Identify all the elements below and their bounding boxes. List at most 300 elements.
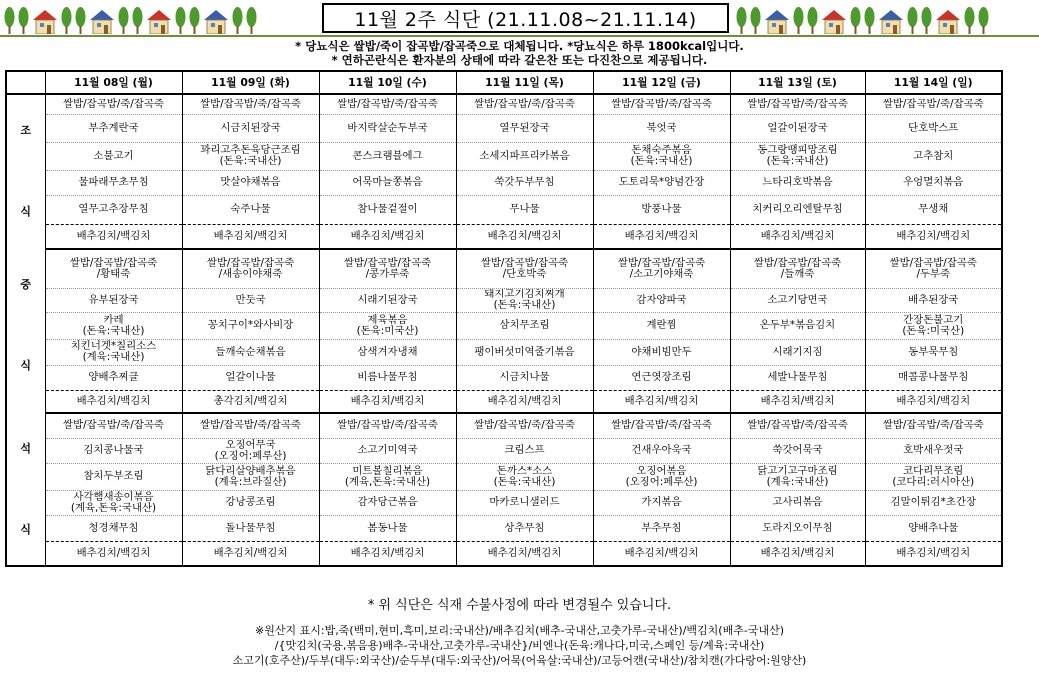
dish-text: 배추김치/백김치 bbox=[487, 229, 562, 242]
dish-text: 무생채 bbox=[918, 203, 949, 215]
menu-cell bbox=[593, 224, 730, 249]
menu-cell bbox=[45, 365, 182, 390]
dish-text: 부추계란국 bbox=[88, 121, 139, 134]
menu-row bbox=[6, 94, 1002, 114]
dish-text: 닭고기고구마조림 (계육:국내산) bbox=[757, 464, 838, 488]
menu-cell bbox=[319, 249, 456, 288]
dish-text: 시래기된장국 bbox=[357, 293, 418, 306]
menu-cell bbox=[319, 195, 456, 224]
dish-text: 계란찜 bbox=[646, 319, 677, 331]
menu-cell bbox=[593, 195, 730, 224]
dish-text: 닭다리살양배추볶음 (계육:브라질산) bbox=[205, 464, 296, 488]
house-icon bbox=[89, 8, 115, 34]
dish-text: 가지볶음 bbox=[641, 496, 682, 508]
menu-cell bbox=[456, 142, 593, 170]
menu-cell bbox=[456, 515, 593, 541]
tree-icon bbox=[61, 6, 72, 34]
dish-text: 도토리묵*양념간장 bbox=[618, 176, 705, 188]
menu-cell bbox=[319, 413, 456, 438]
menu-cell bbox=[593, 413, 730, 438]
dish-text: 쌀밥/잡곡밥/죽/잡곡죽 bbox=[611, 419, 712, 432]
dish-text: 쌀밥/잡곡밥/잡곡죽 /단호박죽 bbox=[480, 256, 569, 280]
menu-cell bbox=[45, 94, 182, 114]
dish-text: 호박새우젓국 bbox=[903, 444, 964, 456]
dish-text: 배추김치/백김치 bbox=[76, 229, 151, 242]
menu-row bbox=[6, 515, 1002, 541]
dish-text: 시금치나물 bbox=[499, 371, 550, 383]
dish-text: 돈까스*소스 (돈육:국내산) bbox=[493, 464, 556, 488]
dish-text: 배추김치/백김치 bbox=[760, 394, 835, 407]
decoration-left bbox=[4, 2, 257, 34]
dish-text: 꽈리고추돈육당근조림 (돈육:국내산) bbox=[200, 144, 301, 167]
dish-text: 코다리무조림 (코다리:러시아산) bbox=[892, 464, 975, 488]
dish-text: 강낭콩조림 bbox=[225, 496, 276, 508]
menu-cell bbox=[182, 390, 319, 413]
menu-row bbox=[6, 195, 1002, 224]
menu-cell bbox=[456, 490, 593, 515]
dish-text: 쌀밥/잡곡밥/죽/잡곡죽 bbox=[882, 419, 984, 432]
meal-label bbox=[6, 413, 45, 566]
menu-cell bbox=[593, 249, 730, 288]
dish-text: 북엇국 bbox=[646, 121, 677, 134]
menu-cell bbox=[45, 142, 182, 170]
menu-cell bbox=[182, 94, 319, 114]
menu-cell bbox=[865, 339, 1002, 365]
dish-text: 쌀밥/잡곡밥/죽/잡곡죽 bbox=[474, 97, 575, 110]
day-header-row bbox=[6, 71, 1002, 94]
menu-cell bbox=[865, 170, 1002, 195]
dish-text: 크림스프 bbox=[504, 444, 545, 456]
tree-icon bbox=[750, 6, 761, 34]
menu-cell bbox=[45, 114, 182, 142]
meal-label-bottom: 식 bbox=[20, 359, 32, 372]
dish-text: 쌀밥/잡곡밥/죽/잡곡죽 bbox=[474, 419, 575, 432]
dish-text: 배추김치/백김치 bbox=[76, 394, 151, 407]
day-header: 11월 08일 (월) bbox=[45, 71, 182, 94]
menu-cell bbox=[319, 365, 456, 390]
menu-cell bbox=[456, 438, 593, 463]
menu-cell bbox=[45, 224, 182, 249]
menu-cell bbox=[865, 438, 1002, 463]
menu-cell bbox=[45, 390, 182, 413]
menu-cell bbox=[182, 142, 319, 170]
menu-row bbox=[6, 463, 1002, 490]
menu-cell bbox=[730, 94, 865, 114]
dish-text: 물파래무초무침 bbox=[78, 176, 149, 188]
dish-text: 쌀밥/잡곡밥/죽/잡곡죽 bbox=[63, 419, 164, 432]
dish-text: 꽁치구이*와사비장 bbox=[207, 319, 294, 331]
day-header: 11월 13일 (토) bbox=[730, 71, 865, 94]
dish-text: 쑥갓어묵국 bbox=[772, 444, 823, 456]
dish-text: 참치두부조림 bbox=[83, 470, 144, 482]
tree-icon bbox=[807, 6, 818, 34]
menu-cell bbox=[593, 515, 730, 541]
dish-text: 배추김치/백김치 bbox=[76, 546, 151, 559]
menu-cell bbox=[319, 490, 456, 515]
dish-text: 어묵마늘쫑볶음 bbox=[352, 176, 423, 188]
menu-row bbox=[6, 312, 1002, 339]
dish-text: 제육볶음 (돈육:미국산) bbox=[356, 313, 419, 337]
menu-cell bbox=[593, 339, 730, 365]
menu-row bbox=[6, 438, 1002, 463]
menu-body bbox=[6, 94, 1002, 566]
menu-cell bbox=[593, 365, 730, 390]
menu-row bbox=[6, 170, 1002, 195]
dish-text: 쌀밥/잡곡밥/잡곡죽 /황태죽 bbox=[69, 256, 158, 280]
dish-text: 소세지파프리카볶음 bbox=[479, 149, 570, 162]
menu-row bbox=[6, 288, 1002, 312]
origin-info bbox=[0, 623, 1039, 668]
dish-text: 온두부*볶음김치 bbox=[759, 319, 836, 331]
dish-text: 유부된장국 bbox=[88, 293, 139, 306]
dish-text: 청경채무침 bbox=[88, 521, 139, 534]
house-icon bbox=[764, 8, 790, 34]
banner-baseline bbox=[0, 35, 1039, 37]
dish-text: 김치콩나물국 bbox=[83, 444, 144, 456]
origin-line: /{맛김치(국용,볶음용)배추-국내산,고춧가루-국내산}/비엔나(돈육:캐나다,미국,스페인 등/계육:국내산) bbox=[274, 639, 765, 652]
menu-cell bbox=[182, 490, 319, 515]
menu-cell bbox=[730, 463, 865, 490]
dish-text: 소고기미역국 bbox=[357, 444, 418, 456]
tree-icon bbox=[978, 6, 989, 34]
decoration-right bbox=[736, 2, 989, 34]
tree-icon bbox=[132, 6, 143, 34]
dish-text: 배추김치/백김치 bbox=[760, 546, 835, 559]
menu-cell bbox=[456, 170, 593, 195]
menu-row bbox=[6, 413, 1002, 438]
dish-text: 오징어볶음 (오징어:페루산) bbox=[625, 464, 698, 488]
meal-label bbox=[6, 94, 45, 249]
tree-icon bbox=[850, 6, 861, 34]
dish-text: 연근엿장조림 bbox=[631, 371, 692, 383]
menu-cell bbox=[456, 541, 593, 566]
dish-text: 열무고추장무침 bbox=[78, 203, 149, 215]
menu-cell bbox=[730, 195, 865, 224]
dish-text: 고추참치 bbox=[913, 149, 954, 162]
menu-cell bbox=[182, 438, 319, 463]
meal-label-top: 석 bbox=[20, 442, 32, 455]
menu-cell bbox=[865, 224, 1002, 249]
house-icon bbox=[146, 8, 172, 34]
dish-text: 숙주나물 bbox=[230, 203, 271, 215]
menu-row bbox=[6, 339, 1002, 365]
menu-cell bbox=[593, 94, 730, 114]
dish-text: 배추김치/백김치 bbox=[896, 546, 971, 559]
menu-cell bbox=[182, 249, 319, 288]
menu-cell bbox=[865, 390, 1002, 413]
menu-cell bbox=[865, 249, 1002, 288]
menu-cell bbox=[182, 515, 319, 541]
menu-cell bbox=[865, 463, 1002, 490]
dish-text: 배추김치/백김치 bbox=[213, 546, 288, 559]
dish-text: 얼갈이된장국 bbox=[767, 121, 828, 134]
dish-text: 감자양파국 bbox=[636, 293, 687, 306]
menu-cell bbox=[593, 142, 730, 170]
menu-cell bbox=[319, 114, 456, 142]
menu-row bbox=[6, 224, 1002, 249]
menu-cell bbox=[456, 114, 593, 142]
menu-cell bbox=[593, 312, 730, 339]
dish-text: 쌀밥/잡곡밥/잡곡죽 /콩가루죽 bbox=[343, 256, 432, 280]
dish-text: 총각김치/백김치 bbox=[213, 394, 288, 407]
day-header: 11월 10일 (수) bbox=[319, 71, 456, 94]
dish-text: 만둣국 bbox=[235, 293, 266, 306]
dish-text: 사각햄새송이볶음 (계육,돈육:국내산) bbox=[70, 490, 157, 514]
dish-text: 열무된장국 bbox=[499, 121, 550, 134]
menu-cell bbox=[865, 541, 1002, 566]
menu-cell bbox=[45, 413, 182, 438]
dish-text: 동그랑땡피망조림 (돈육:국내산) bbox=[757, 144, 838, 167]
dish-text: 건새우아욱국 bbox=[631, 444, 692, 456]
menu-cell bbox=[865, 114, 1002, 142]
change-notice: * 위 식단은 식재 수불사정에 따라 변경될수 있습니다. bbox=[367, 598, 672, 613]
dish-text: 배추김치/백김치 bbox=[213, 229, 288, 242]
house-icon bbox=[821, 8, 847, 34]
dish-text: 미트볼칠리볶음 (계육,돈육:국내산) bbox=[344, 464, 431, 488]
menu-cell bbox=[182, 312, 319, 339]
menu-cell bbox=[182, 413, 319, 438]
menu-cell bbox=[865, 490, 1002, 515]
dish-text: 쑥갓두부무침 bbox=[494, 176, 555, 188]
menu-cell bbox=[45, 195, 182, 224]
menu-cell bbox=[45, 541, 182, 566]
menu-cell bbox=[730, 413, 865, 438]
menu-row bbox=[6, 390, 1002, 413]
dish-text: 삼색겨자냉채 bbox=[357, 345, 418, 358]
house-icon bbox=[878, 8, 904, 34]
menu-cell bbox=[730, 249, 865, 288]
dish-text: 쌀밥/잡곡밥/죽/잡곡죽 bbox=[63, 97, 164, 110]
dish-text: 쌀밥/잡곡밥/잡곡죽 /두부죽 bbox=[889, 256, 977, 280]
dish-text: 배추김치/백김치 bbox=[760, 229, 835, 242]
tree-icon bbox=[18, 6, 29, 34]
dish-text: 바지락살순두부국 bbox=[347, 121, 428, 134]
dish-text: 동부묵무침 bbox=[908, 345, 959, 358]
menu-cell bbox=[865, 515, 1002, 541]
house-icon bbox=[203, 8, 229, 34]
tree-icon bbox=[864, 6, 875, 34]
dish-text: 쌀밥/잡곡밥/죽/잡곡죽 bbox=[747, 419, 848, 432]
menu-cell bbox=[593, 114, 730, 142]
tree-icon bbox=[921, 6, 932, 34]
day-header: 11월 14일 (일) bbox=[865, 71, 1002, 94]
menu-cell bbox=[319, 541, 456, 566]
house-icon bbox=[935, 8, 961, 34]
day-header: 11월 11일 (목) bbox=[456, 71, 593, 94]
menu-cell bbox=[182, 463, 319, 490]
menu-cell bbox=[865, 288, 1002, 312]
tree-icon bbox=[793, 6, 804, 34]
page-title: 11월 2주 식단 (21.11.08~21.11.14) bbox=[322, 3, 729, 33]
dish-text: 돈채숙주볶음 (돈육:국내산) bbox=[630, 144, 693, 167]
meal-label-bottom: 식 bbox=[20, 523, 32, 536]
menu-cell bbox=[456, 94, 593, 114]
menu-cell bbox=[456, 390, 593, 413]
dish-text: 간장돈불고기 (돈육:미국산) bbox=[902, 313, 965, 337]
origin-line: 소고기(호주산)/두부(대두:외국산)/순두부(대두:외국산)/어묵(어육살:국내산)/고등어캔(국내산)/참치캔(가다랑어:원양산) bbox=[232, 654, 807, 667]
tree-icon bbox=[964, 6, 975, 34]
header-banner bbox=[0, 0, 1039, 38]
dish-text: 소고기당면국 bbox=[767, 293, 828, 306]
menu-cell bbox=[593, 490, 730, 515]
menu-cell bbox=[456, 413, 593, 438]
menu-cell bbox=[730, 170, 865, 195]
menu-cell bbox=[319, 463, 456, 490]
menu-cell bbox=[319, 515, 456, 541]
house-icon bbox=[32, 8, 58, 34]
menu-cell bbox=[456, 463, 593, 490]
dish-text: 우엉멸치볶음 bbox=[903, 176, 964, 188]
tree-icon bbox=[4, 6, 15, 34]
note-diabetes: * 당뇨식은 쌀밥/죽이 잡곡밥/잡곡죽으로 대체됩니다. *당뇨식은 하루 1800kcal입니다. bbox=[295, 39, 744, 53]
menu-cell bbox=[865, 195, 1002, 224]
menu-cell bbox=[319, 312, 456, 339]
dish-text: 김말이튀김*초간장 bbox=[890, 496, 976, 508]
dish-text: 고사리볶음 bbox=[772, 496, 823, 508]
menu-cell bbox=[182, 224, 319, 249]
menu-cell bbox=[593, 463, 730, 490]
dish-text: 비름나물무침 bbox=[357, 371, 418, 383]
dish-text: 쌀밥/잡곡밥/잡곡죽 /들깨죽 bbox=[753, 256, 842, 280]
menu-cell bbox=[456, 288, 593, 312]
menu-cell bbox=[319, 94, 456, 114]
menu-cell bbox=[593, 288, 730, 312]
menu-cell bbox=[456, 312, 593, 339]
dish-text: 참나물겉절이 bbox=[357, 203, 418, 215]
menu-cell bbox=[730, 390, 865, 413]
dish-text: 도라지오이무침 bbox=[762, 521, 833, 534]
menu-cell bbox=[319, 438, 456, 463]
menu-cell bbox=[730, 515, 865, 541]
menu-cell bbox=[730, 224, 865, 249]
menu-row bbox=[6, 142, 1002, 170]
menu-cell bbox=[319, 288, 456, 312]
menu-cell bbox=[182, 541, 319, 566]
menu-cell bbox=[45, 463, 182, 490]
dish-text: 배추김치/백김치 bbox=[350, 229, 425, 242]
menu-row bbox=[6, 541, 1002, 566]
menu-cell bbox=[730, 142, 865, 170]
dish-text: 배추김치/백김치 bbox=[350, 546, 425, 559]
menu-cell bbox=[593, 541, 730, 566]
menu-row bbox=[6, 114, 1002, 142]
dish-text: 팽이버섯미역줄기볶음 bbox=[474, 345, 575, 358]
dish-text: 배추김치/백김치 bbox=[624, 394, 699, 407]
menu-cell bbox=[182, 114, 319, 142]
dish-text: 무나물 bbox=[509, 203, 540, 215]
menu-cell bbox=[730, 365, 865, 390]
note-dysphagia: * 연하곤란식은 환자분의 상태에 따라 갈은찬 또는 다진찬으로 제공됩니다. bbox=[331, 53, 708, 67]
menu-row bbox=[6, 365, 1002, 390]
dish-text: 맛살야채볶음 bbox=[220, 176, 281, 188]
tree-icon bbox=[736, 6, 747, 34]
menu-cell bbox=[182, 365, 319, 390]
dish-text: 시래기지짐 bbox=[772, 345, 823, 358]
meal-label-bottom: 식 bbox=[20, 205, 32, 218]
menu-cell bbox=[45, 339, 182, 365]
dish-text: 콘스크램블에그 bbox=[352, 149, 423, 162]
origin-line: ※원산지 표시:밥,죽(백미,현미,흑미,보리:국내산)/배추김치(배추-국내산,고춧가루-국내산)/백김치(배추-국내산) bbox=[255, 624, 784, 637]
corner-cell bbox=[6, 71, 45, 94]
dish-text: 쌀밥/잡곡밥/죽/잡곡죽 bbox=[337, 97, 438, 110]
menu-cell bbox=[182, 195, 319, 224]
dish-text: 오징어무국 (오징어:페루산) bbox=[214, 438, 287, 462]
menu-cell bbox=[730, 312, 865, 339]
dish-text: 감자당근볶음 bbox=[357, 496, 418, 508]
dish-text: 들깨숙순채볶음 bbox=[215, 345, 286, 358]
dish-text: 느타리호박볶음 bbox=[762, 176, 833, 188]
day-header: 11월 09일 (화) bbox=[182, 71, 319, 94]
tree-icon bbox=[907, 6, 918, 34]
menu-cell bbox=[45, 515, 182, 541]
dish-text: 양배추찌클 bbox=[88, 371, 139, 383]
menu-cell bbox=[730, 114, 865, 142]
dish-text: 배추김치/백김치 bbox=[896, 394, 971, 407]
menu-cell bbox=[730, 490, 865, 515]
dish-text: 양배추나물 bbox=[908, 521, 959, 534]
menu-cell bbox=[456, 365, 593, 390]
dish-text: 돌나물무침 bbox=[225, 521, 276, 534]
menu-cell bbox=[865, 94, 1002, 114]
tree-icon bbox=[246, 6, 257, 34]
menu-cell bbox=[593, 438, 730, 463]
dish-text: 쌀밥/잡곡밥/잡곡죽 /새송이야채죽 bbox=[206, 256, 295, 280]
menu-cell bbox=[456, 195, 593, 224]
menu-cell bbox=[45, 170, 182, 195]
dish-text: 카레 (돈육:국내산) bbox=[82, 313, 145, 337]
dish-text: 치킨너겟*칠리소스 (계육:국내산) bbox=[70, 340, 157, 363]
dish-text: 쌀밥/잡곡밥/죽/잡곡죽 bbox=[200, 419, 301, 432]
menu-cell bbox=[45, 312, 182, 339]
weekly-menu-table bbox=[5, 70, 1003, 567]
dish-text: 쌀밥/잡곡밥/잡곡죽 /소고기야채죽 bbox=[617, 256, 706, 280]
menu-cell bbox=[730, 339, 865, 365]
meal-label bbox=[6, 249, 45, 413]
menu-cell bbox=[182, 288, 319, 312]
menu-cell bbox=[730, 438, 865, 463]
menu-cell bbox=[593, 390, 730, 413]
menu-cell bbox=[319, 170, 456, 195]
tree-icon bbox=[189, 6, 200, 34]
dish-text: 쌀밥/잡곡밥/죽/잡곡죽 bbox=[200, 97, 301, 110]
dish-text: 쌀밥/잡곡밥/죽/잡곡죽 bbox=[747, 97, 848, 110]
dish-text: 배추김치/백김치 bbox=[487, 394, 562, 407]
dish-text: 배추된장국 bbox=[908, 293, 959, 306]
menu-cell bbox=[45, 490, 182, 515]
dish-text: 배추김치/백김치 bbox=[896, 229, 971, 242]
dish-text: 배추김치/백김치 bbox=[624, 546, 699, 559]
menu-cell bbox=[45, 249, 182, 288]
dish-text: 봄동나물 bbox=[367, 521, 408, 534]
menu-cell bbox=[182, 339, 319, 365]
dish-text: 쌀밥/잡곡밥/죽/잡곡죽 bbox=[337, 419, 438, 432]
dish-text: 소불고기 bbox=[93, 149, 134, 162]
dish-text: 돼지고기김치찌개 (돈육:국내산) bbox=[484, 288, 565, 311]
menu-cell bbox=[45, 438, 182, 463]
menu-cell bbox=[319, 142, 456, 170]
dish-text: 쌀밥/잡곡밥/죽/잡곡죽 bbox=[611, 97, 712, 110]
menu-cell bbox=[593, 170, 730, 195]
dish-text: 야채비빔만두 bbox=[631, 345, 692, 358]
dish-text: 마카로니샐러드 bbox=[489, 496, 560, 508]
meal-label-top: 중 bbox=[20, 278, 32, 291]
menu-cell bbox=[865, 365, 1002, 390]
tree-icon bbox=[175, 6, 186, 34]
menu-cell bbox=[865, 312, 1002, 339]
dish-text: 단호박스프 bbox=[908, 121, 959, 134]
dish-text: 쌀밥/잡곡밥/죽/잡곡죽 bbox=[882, 97, 984, 110]
dish-text: 배추김치/백김치 bbox=[624, 229, 699, 242]
